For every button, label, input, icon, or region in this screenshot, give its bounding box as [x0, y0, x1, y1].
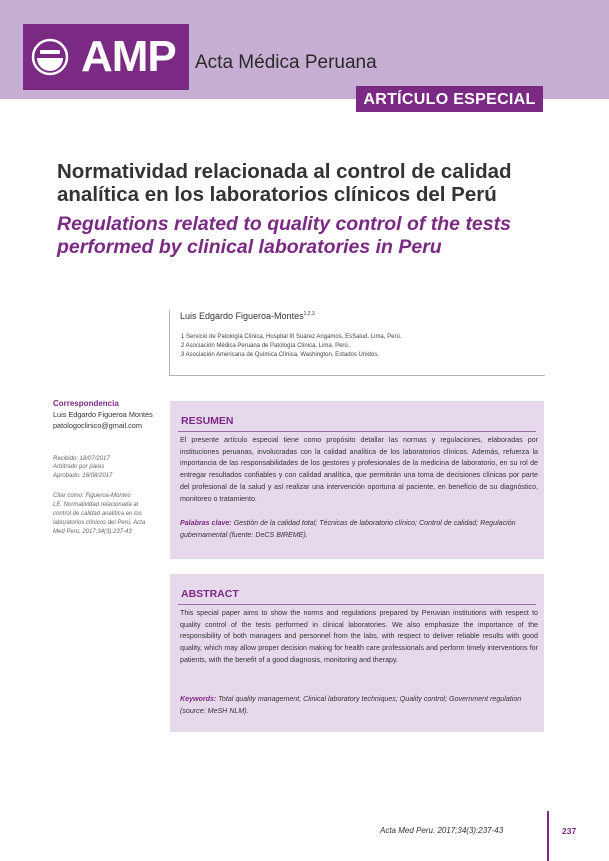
author-line [180, 311, 315, 321]
resumen-box [170, 401, 544, 559]
cite-line-2: LE. Normatividad relacionada al [53, 502, 139, 508]
correspondence-title: Correspondencia [53, 399, 119, 408]
resumen-keywords-text: Gestión de la calidad total; Técnicas de laboratorio clínico; Control de calidad; Regulación gubernamental (fuente: DeCS BIREME). [180, 519, 516, 539]
author-affil-markers: 1,2,3 [303, 311, 315, 317]
affiliation-1: 1 Servicio de Patología Clínica, Hospital III Suárez Angamos, EsSalud. Lima, Perú. [181, 334, 402, 340]
journal-name: Acta Médica Peruana [195, 52, 377, 73]
page-number: 237 [562, 826, 577, 836]
abstract-heading: ABSTRACT [181, 588, 239, 600]
affiliation-3: 3 Asociación Americana de Química Clínica. Washington, Estados Unidos. [181, 352, 379, 358]
correspondence-name: Luis Edgardo Figueroa Montes [53, 410, 153, 419]
abstract-keywords-text: Total quality management, Clinical laboratory techniques; Quality control; Government regulation (source: MeSH NLM). [180, 695, 522, 715]
footer-citation: Acta Med Peru. 2017;34(3):237-43 [380, 826, 504, 835]
correspondence-email[interactable]: patologoclinico@gmail.com [53, 421, 142, 430]
logo-text: AMP [81, 32, 176, 81]
section-badge: ARTÍCULO ESPECIAL [356, 86, 543, 112]
cite-line-4: laboratorios clínicos del Perú. Acta [53, 520, 146, 526]
abstract-body: This special paper aims to show the norms and regulations prepared by Peruvian institutions with respect to quality control of the tests performed in clinical laboratories. We also emphasize the importance of the responsibility of both managers and personnel from the labs, with respect to deliver reliable results with good quality, which may allow proper decision making for health care professionals and perform timely interventions for patients, with the benefit of a good diagnosis, monitoring and therapy. [180, 609, 538, 664]
affiliation-2: 2 Asociación Médica Peruana de Patología Clínica. Lima, Perú. [181, 343, 350, 349]
journal-logo [23, 24, 189, 90]
resumen-heading: RESUMEN [181, 415, 234, 427]
author-divider-horizontal [169, 375, 545, 376]
abstract-keywords [180, 694, 538, 717]
article-title-english: Regulations related to quality control of the tests performed by clinical laboratories in Peru [57, 213, 511, 258]
resumen-keywords-label: Palabras clave: [180, 519, 232, 527]
approved-date: Aprobado: 16/08/2017 [53, 473, 113, 479]
cite-line-5: Med Peru. 2017;34(3):237-43 [53, 529, 132, 535]
cite-line-1: Citar como: Figueroa-Montes [53, 493, 131, 499]
peer-review-note: Arbitrado por pares [53, 464, 105, 470]
author-name: Luis Edgardo Figueroa-Montes [180, 311, 304, 321]
footer-divider [547, 811, 549, 861]
cite-line-3: control de calidad analítica en los [53, 511, 142, 517]
abstract-box [170, 574, 544, 732]
article-title-spanish: Normatividad relacionada al control de calidad analítica en los laboratorios clínicos del Perú [57, 160, 512, 206]
received-date: Recibido: 18/07/2017 [53, 456, 110, 462]
logo-emblem-icon [31, 38, 69, 76]
resumen-keywords [180, 518, 538, 541]
resumen-body: El presente artículo especial tiene como propósito detallar las normas y regulaciones, elaboradas por instituciones peruanas, involucradas con la calidad analítica de los laboratorios clínicos. Además, refuerza la importancia de las responsabilidades de los gestores y profesionales de la medicina de laboratorio, en su rol de entregar resultados confiables y con calidad analítica, que permitirán una toma de decisiones clínicas por parte del profesional de la salud y así realizar una intervención oportuna al paciente, en beneficio de su diagnóstico, monitoreo o tratamiento. [180, 436, 538, 503]
resumen-heading-rule [178, 431, 536, 432]
abstract-heading-rule [178, 604, 536, 605]
author-divider-vertical [169, 310, 170, 376]
abstract-keywords-label: Keywords: [180, 695, 217, 703]
